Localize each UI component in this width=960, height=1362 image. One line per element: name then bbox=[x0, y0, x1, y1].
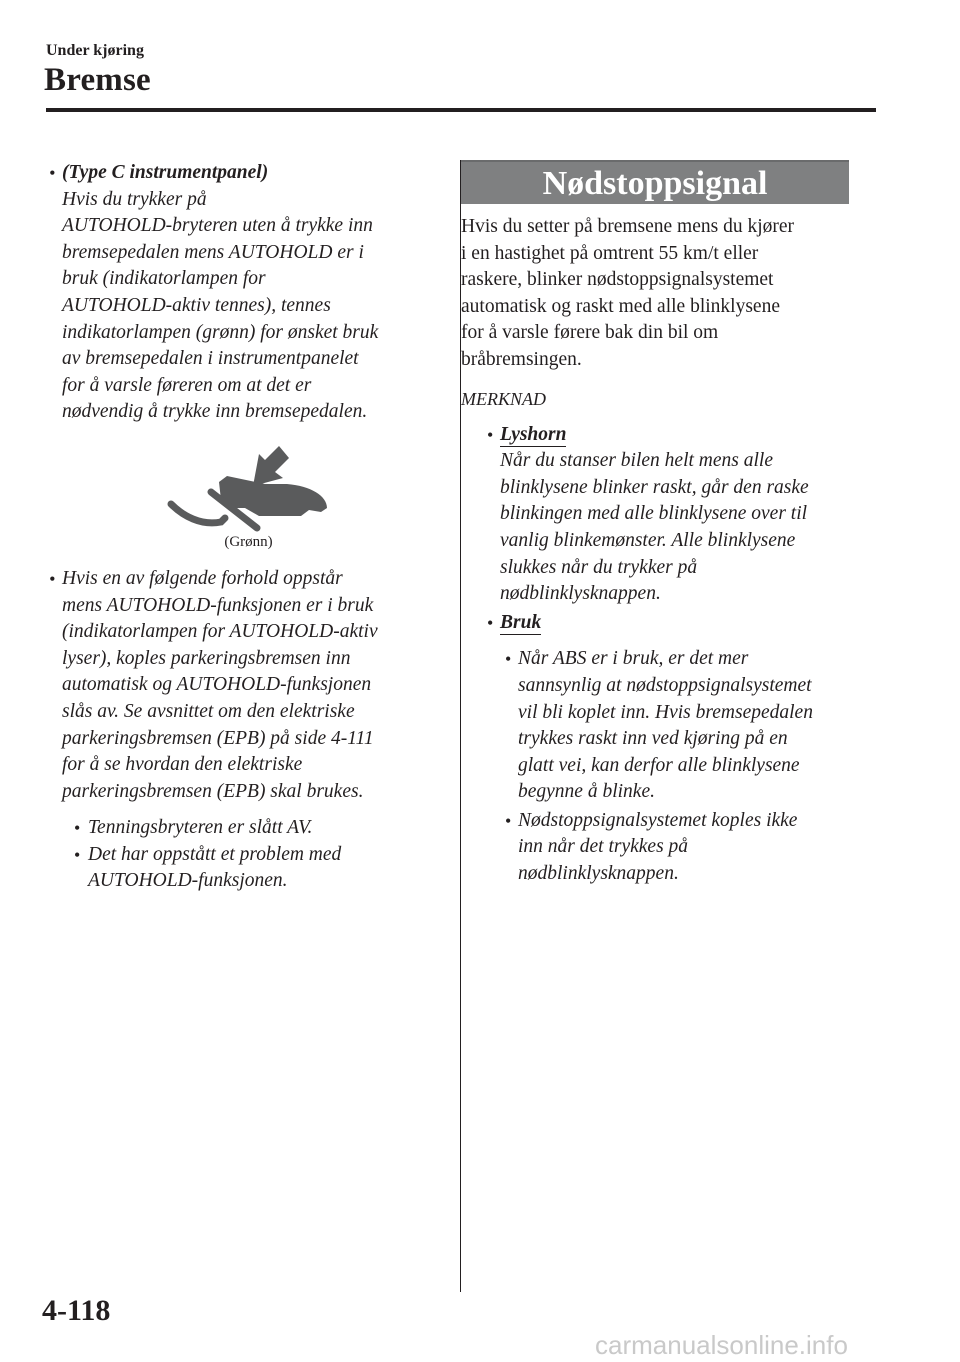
line: blinklysene blinker raskt, går den raske bbox=[500, 476, 809, 498]
line: Hvis en av følgende forhold oppstår bbox=[62, 567, 343, 589]
line: for å se hvordan den elektriske bbox=[62, 754, 303, 776]
line: AUTOHOLD-aktiv tennes), tennes bbox=[62, 294, 331, 316]
line: glatt vei, kan derfor alle blinklysene bbox=[518, 754, 800, 776]
line: automatisk og AUTOHOLD-funksjonen bbox=[62, 674, 372, 696]
watermark: carmanualsonline.info bbox=[595, 1330, 848, 1360]
line: AUTOHOLD-funksjonen. bbox=[88, 870, 288, 892]
line: AUTOHOLD-bryteren uten å trykke inn bbox=[62, 215, 373, 237]
line: mens AUTOHOLD-funksjonen er i bruk bbox=[62, 594, 374, 616]
line: Når du stanser bilen helt mens alle bbox=[500, 450, 773, 472]
line: indikatorlampen (grønn) for ønsket bruk bbox=[62, 321, 379, 343]
line: Tenningsbryteren er slått AV. bbox=[88, 817, 313, 839]
note-sub-list bbox=[490, 646, 880, 887]
line: parkeringsbremsen (EPB) på side 4-111 bbox=[62, 727, 374, 749]
line: trykkes raskt inn ved kjøring på en bbox=[518, 728, 788, 750]
header-rule bbox=[46, 108, 876, 112]
bullet-item-type-c bbox=[46, 160, 451, 426]
bullet-icon: • bbox=[487, 424, 494, 445]
section-banner: Nødstoppsignal bbox=[461, 160, 849, 204]
line: vanlig blinkemønster. Alle blinklysene bbox=[500, 529, 796, 551]
line: inn når det trykkes på bbox=[518, 836, 689, 858]
line: for å varsle føreren om at det er bbox=[62, 374, 312, 396]
bullet-icon: • bbox=[505, 649, 512, 670]
bullet-icon: • bbox=[487, 612, 494, 633]
line: slukkes når du trykker på bbox=[500, 556, 698, 578]
line: blinkingen med alle blinklysene over til bbox=[500, 503, 808, 525]
note-sub-item bbox=[482, 646, 880, 806]
line: raskere, blinker nødstoppsignalsystemet bbox=[461, 269, 774, 291]
line: Når ABS er i bruk, er det mer bbox=[518, 648, 749, 670]
line: bruk (indikatorlampen for bbox=[62, 268, 266, 290]
line: parkeringsbremsen (EPB) skal brukes. bbox=[62, 780, 364, 802]
sub-item bbox=[46, 842, 451, 895]
intro-paragraph bbox=[461, 214, 851, 374]
note-item-lyshorn bbox=[482, 422, 880, 608]
line: Hvis du trykker på bbox=[62, 188, 207, 210]
note-label: MERKNAD bbox=[461, 388, 546, 409]
note-heading: Bruk bbox=[500, 611, 542, 633]
section-title: Bremse bbox=[44, 62, 151, 98]
line: i en hastighet på omtrent 55 km/t eller bbox=[461, 242, 759, 264]
brake-pedal-figure bbox=[46, 442, 451, 562]
bullet-icon: • bbox=[74, 818, 81, 839]
note-heading: Lyshorn bbox=[500, 423, 567, 445]
bullet-icon: • bbox=[49, 163, 56, 183]
sub-list bbox=[46, 815, 451, 895]
bullet-icon: • bbox=[505, 810, 512, 831]
line: nødblinklysknappen. bbox=[500, 583, 661, 605]
line: bråbremsingen. bbox=[461, 348, 582, 370]
line: Hvis du setter på bremsene mens du kjører bbox=[461, 216, 795, 237]
line: nødvendig å trykke inn bremsepedalen. bbox=[62, 401, 368, 423]
right-column bbox=[461, 160, 880, 888]
line: (indikatorlampen for AUTOHOLD-aktiv bbox=[62, 621, 378, 643]
line: nødblinklysknappen. bbox=[518, 863, 679, 885]
line: automatisk og raskt med alle blinklysene bbox=[461, 295, 780, 317]
bullet-icon: • bbox=[49, 568, 56, 589]
bullet-item-autohold bbox=[46, 566, 451, 805]
page-number: 4-118 bbox=[42, 1294, 111, 1327]
line: Det har oppstått et problem med bbox=[88, 843, 342, 865]
bullet-icon: • bbox=[74, 844, 81, 865]
line: vil bli koplet inn. Hvis bremsepedalen bbox=[518, 701, 813, 723]
line: bremsepedalen mens AUTOHOLD er i bbox=[62, 241, 364, 263]
left-column bbox=[46, 160, 451, 895]
chapter-label: Under kjøring bbox=[46, 42, 144, 59]
note-item-bruk bbox=[482, 610, 880, 637]
line: lyser), koples parkeringsbremsen inn bbox=[62, 647, 351, 669]
line: slås av. Se avsnittet om den elektriske bbox=[62, 700, 355, 722]
line: Nødstoppsignalsystemet koples ikke bbox=[518, 809, 798, 831]
type-heading: (Type C instrumentpanel) bbox=[62, 162, 269, 183]
line: av bremsepedalen i instrumentpanelet bbox=[62, 348, 359, 370]
line: for å varsle førere bak din bil om bbox=[461, 322, 719, 344]
brake-pedal-foot-icon bbox=[161, 442, 341, 538]
line: begynne å blinke. bbox=[518, 781, 655, 803]
line: sannsynlig at nødstoppsignalsystemet bbox=[518, 674, 812, 696]
note-sub-item bbox=[482, 808, 880, 888]
figure-caption: (Grønn) bbox=[224, 533, 273, 550]
sub-item bbox=[46, 815, 451, 842]
